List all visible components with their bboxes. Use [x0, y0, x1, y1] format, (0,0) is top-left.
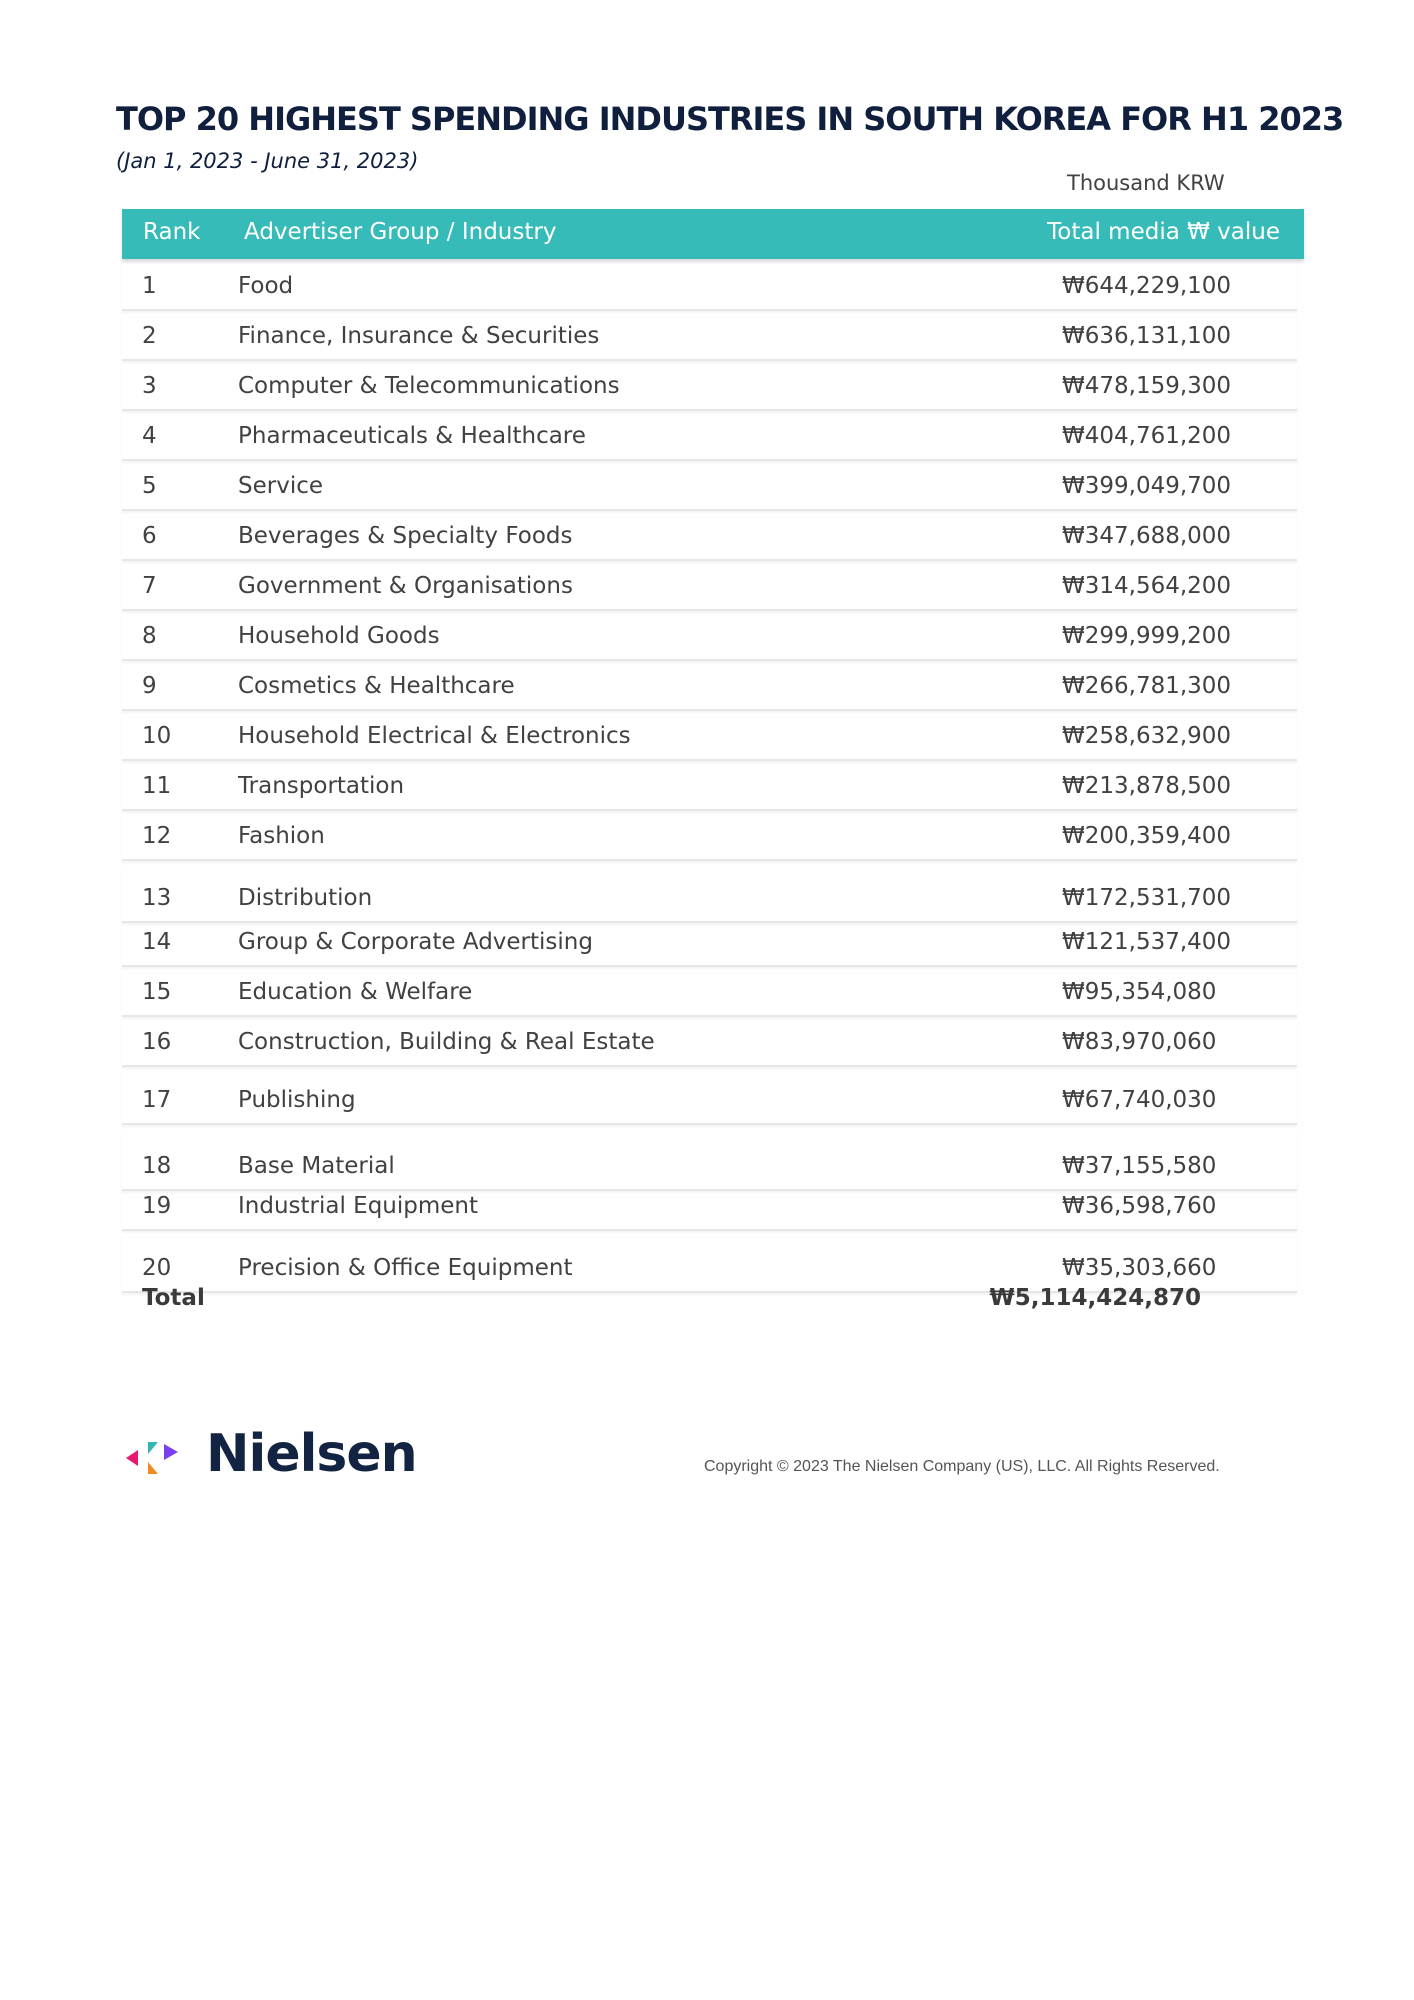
industry-cell: Food [238, 273, 294, 299]
unit-label: Thousand KRW [1067, 171, 1225, 195]
table-row [122, 259, 1297, 311]
table-row [122, 1015, 1297, 1067]
industry-cell: Government & Organisations [238, 573, 573, 599]
industry-cell: Transportation [238, 773, 405, 799]
value-cell: ₩299,999,200 [1062, 623, 1232, 649]
industry-cell: Pharmaceuticals & Healthcare [238, 423, 586, 449]
table-row [122, 659, 1297, 711]
rank-cell: 1 [142, 273, 157, 299]
value-cell: ₩200,359,400 [1062, 823, 1232, 849]
table-row [122, 309, 1297, 361]
rank-cell: 16 [142, 1029, 172, 1055]
table-row [122, 559, 1297, 611]
rank-cell: 19 [142, 1193, 172, 1219]
rank-cell: 18 [142, 1153, 172, 1179]
table-header [122, 209, 1304, 259]
rank-cell: 2 [142, 323, 157, 349]
table-row [122, 709, 1297, 761]
industry-cell: Finance, Insurance & Securities [238, 323, 600, 349]
value-cell: ₩314,564,200 [1062, 573, 1232, 599]
table-row [122, 759, 1297, 811]
value-cell: ₩95,354,080 [1062, 979, 1217, 1005]
column-header-industry: Advertiser Group / Industry [244, 219, 557, 245]
industry-cell: Computer & Telecommunications [238, 373, 620, 399]
value-cell: ₩172,531,700 [1062, 885, 1232, 911]
rank-cell: 20 [142, 1255, 172, 1281]
date-range: (Jan 1, 2023 - June 31, 2023) [116, 149, 419, 173]
value-cell: ₩37,155,580 [1062, 1153, 1217, 1179]
rank-cell: 13 [142, 885, 172, 911]
table-row [122, 459, 1297, 511]
rank-cell: 9 [142, 673, 157, 699]
value-cell: ₩67,740,030 [1062, 1087, 1217, 1113]
rank-cell: 17 [142, 1087, 172, 1113]
rank-cell: 7 [142, 573, 157, 599]
value-cell: ₩83,970,060 [1062, 1029, 1217, 1055]
industry-cell: Education & Welfare [238, 979, 473, 1005]
value-cell: ₩644,229,100 [1062, 273, 1232, 299]
rank-cell: 11 [142, 773, 172, 799]
table-row [122, 809, 1297, 861]
rank-cell: 6 [142, 523, 157, 549]
table-row [122, 409, 1297, 461]
rank-cell: 4 [142, 423, 157, 449]
logo-wordmark: Nielsen [206, 1424, 417, 1484]
table-row [122, 1179, 1297, 1231]
table-row [122, 1069, 1297, 1125]
total-value: ₩5,114,424,870 [989, 1285, 1201, 1311]
industry-cell: Publishing [238, 1087, 356, 1113]
industry-cell: Household Goods [238, 623, 440, 649]
industry-cell: Household Electrical & Electronics [238, 723, 631, 749]
rank-cell: 5 [142, 473, 157, 499]
rank-cell: 10 [142, 723, 172, 749]
table-row [122, 359, 1297, 411]
value-cell: ₩258,632,900 [1062, 723, 1232, 749]
value-cell: ₩636,131,100 [1062, 323, 1232, 349]
table-row [122, 509, 1297, 561]
rank-cell: 3 [142, 373, 157, 399]
industry-cell: Precision & Office Equipment [238, 1255, 573, 1281]
industry-cell: Industrial Equipment [238, 1193, 479, 1219]
industry-cell: Group & Corporate Advertising [238, 929, 593, 955]
industry-cell: Cosmetics & Healthcare [238, 673, 515, 699]
industry-cell: Distribution [238, 885, 373, 911]
industry-cell: Fashion [238, 823, 325, 849]
value-cell: ₩347,688,000 [1062, 523, 1232, 549]
table-row [122, 609, 1297, 661]
copyright-notice: Copyright © 2023 The Nielsen Company (US), LLC. All Rights Reserved. [704, 1458, 1220, 1475]
rank-cell: 15 [142, 979, 172, 1005]
value-cell: ₩36,598,760 [1062, 1193, 1217, 1219]
value-cell: ₩404,761,200 [1062, 423, 1232, 449]
column-header-value: Total media ₩ value [1047, 219, 1280, 245]
nielsen-arrows-icon [126, 1438, 194, 1478]
industry-cell: Construction, Building & Real Estate [238, 1029, 655, 1055]
industry-cell: Base Material [238, 1153, 395, 1179]
table-row [122, 915, 1297, 967]
spending-table [122, 209, 1304, 1311]
page-title: TOP 20 HIGHEST SPENDING INDUSTRIES IN SOUTH KOREA FOR H1 2023 [116, 100, 1344, 138]
total-label: Total [142, 1285, 205, 1311]
value-cell: ₩35,303,660 [1062, 1255, 1217, 1281]
value-cell: ₩399,049,700 [1062, 473, 1232, 499]
value-cell: ₩266,781,300 [1062, 673, 1232, 699]
industry-cell: Beverages & Specialty Foods [238, 523, 573, 549]
industry-cell: Service [238, 473, 324, 499]
value-cell: ₩478,159,300 [1062, 373, 1232, 399]
value-cell: ₩121,537,400 [1062, 929, 1232, 955]
rank-cell: 8 [142, 623, 157, 649]
table-row [122, 965, 1297, 1017]
rank-cell: 12 [142, 823, 172, 849]
column-header-rank: Rank [143, 219, 201, 245]
value-cell: ₩213,878,500 [1062, 773, 1232, 799]
rank-cell: 14 [142, 929, 172, 955]
